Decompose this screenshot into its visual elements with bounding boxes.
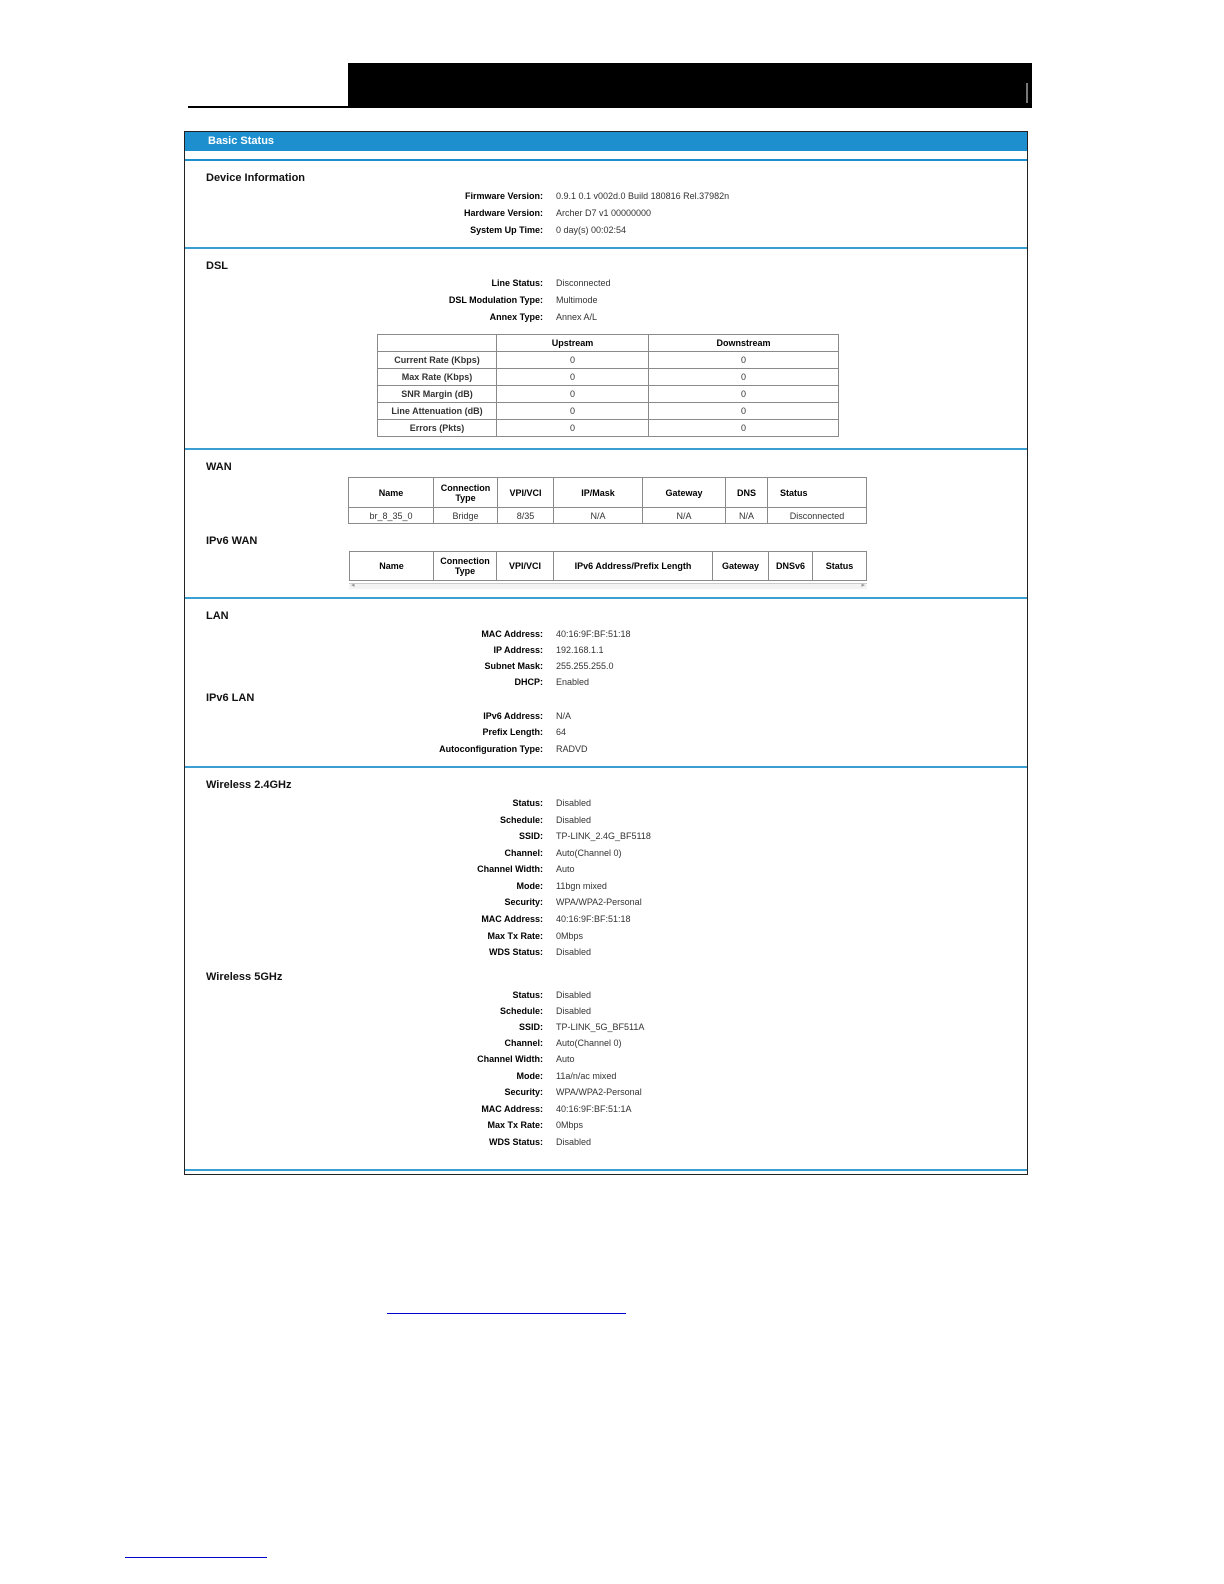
lan-value: 255.255.255.0 bbox=[556, 661, 614, 671]
wireless-value: WPA/WPA2-Personal bbox=[556, 1087, 642, 1097]
section-separator bbox=[185, 597, 1027, 599]
section-separator bbox=[185, 448, 1027, 450]
table-header bbox=[378, 335, 497, 352]
table-header: Gateway bbox=[713, 552, 769, 581]
table-cell: Max Rate (Kbps) bbox=[378, 369, 497, 386]
wireless-label: Schedule: bbox=[499, 1006, 543, 1016]
table-header: Status bbox=[768, 478, 867, 508]
table-cell: Disconnected bbox=[768, 508, 867, 524]
dsl-rate-table bbox=[377, 334, 839, 437]
wireless-label: SSID: bbox=[518, 831, 543, 841]
section-title-wan: WAN bbox=[206, 461, 232, 473]
table-row bbox=[378, 386, 839, 403]
info-label: Firmware Version: bbox=[464, 191, 543, 201]
section-title-ipv6-wan: IPv6 WAN bbox=[206, 535, 258, 547]
wireless-value: 0Mbps bbox=[556, 931, 584, 941]
lan-label: MAC Address: bbox=[481, 629, 543, 639]
table-header: VPI/VCI bbox=[497, 552, 554, 581]
wireless-5-row bbox=[185, 1003, 1029, 1019]
section-title-wireless-5: Wireless 5GHz bbox=[206, 971, 283, 983]
section-title-dsl: DSL bbox=[206, 260, 228, 272]
wireless-value: Auto bbox=[556, 1054, 575, 1064]
section-separator bbox=[185, 247, 1027, 249]
wireless-label: Mode: bbox=[516, 881, 543, 891]
dsl-row bbox=[185, 292, 1029, 308]
table-cell: 0 bbox=[497, 386, 649, 403]
wireless-5-row bbox=[185, 1051, 1029, 1067]
table-row bbox=[378, 403, 839, 420]
info-value: 0.9.1 0.1 v002d.0 Build 180816 Rel.37982n bbox=[556, 191, 730, 201]
section-title-lan: LAN bbox=[206, 610, 229, 622]
header-bar-notch bbox=[1026, 83, 1028, 103]
wireless-5-row bbox=[185, 1035, 1029, 1051]
dsl-label: DSL Modulation Type: bbox=[448, 295, 543, 305]
table-header: IP/Mask bbox=[554, 478, 643, 508]
wireless-label: Max Tx Rate: bbox=[487, 931, 543, 941]
lan-row bbox=[185, 658, 1029, 674]
table-cell: 0 bbox=[649, 420, 839, 437]
lan-label: Subnet Mask: bbox=[484, 661, 543, 671]
wireless-label: Channel: bbox=[504, 1038, 543, 1048]
wireless-24-row bbox=[185, 911, 1029, 927]
table-cell: br_8_35_0 bbox=[349, 508, 434, 524]
table-cell: 0 bbox=[649, 369, 839, 386]
wireless-value: 40:16:9F:BF:51:1A bbox=[556, 1104, 632, 1114]
wireless-value: 11bgn mixed bbox=[556, 881, 607, 891]
section-title-device-info: Device Information bbox=[206, 172, 306, 184]
table-cell: 0 bbox=[649, 403, 839, 420]
info-row bbox=[185, 188, 1029, 204]
table-cell: Current Rate (Kbps) bbox=[378, 352, 497, 369]
table-cell: 0 bbox=[649, 352, 839, 369]
dsl-row bbox=[185, 309, 1029, 325]
section-separator bbox=[185, 766, 1027, 768]
table-row[interactable] bbox=[349, 508, 867, 524]
lan-row bbox=[185, 642, 1029, 658]
wireless-value: Auto bbox=[556, 864, 575, 874]
table-cell: N/A bbox=[554, 508, 643, 524]
wireless-24-row bbox=[185, 795, 1029, 811]
wireless-label: MAC Address: bbox=[481, 1104, 543, 1114]
table-cell: 0 bbox=[649, 386, 839, 403]
table-header: IPv6 Address/Prefix Length bbox=[554, 552, 713, 581]
section-title-wireless-24: Wireless 2.4GHz bbox=[206, 779, 292, 791]
wireless-5-row bbox=[185, 1019, 1029, 1035]
dsl-value: Multimode bbox=[556, 295, 598, 305]
info-row bbox=[185, 205, 1029, 221]
wireless-24-row bbox=[185, 812, 1029, 828]
wireless-value: 0Mbps bbox=[556, 1120, 584, 1130]
wireless-5-row bbox=[185, 1117, 1029, 1133]
table-row bbox=[378, 352, 839, 369]
wireless-label: Schedule: bbox=[499, 815, 543, 825]
info-label: System Up Time: bbox=[470, 225, 543, 235]
dsl-value: Disconnected bbox=[556, 278, 611, 288]
wireless-5-row bbox=[185, 1101, 1029, 1117]
wireless-value: Auto(Channel 0) bbox=[556, 848, 622, 858]
wireless-value: Disabled bbox=[556, 798, 592, 808]
ipv6-lan-value: RADVD bbox=[556, 744, 588, 754]
wireless-24-row bbox=[185, 928, 1029, 944]
lan-value: Enabled bbox=[556, 677, 590, 687]
info-value: Archer D7 v1 00000000 bbox=[556, 208, 652, 218]
dsl-label: Line Status: bbox=[491, 278, 543, 288]
ipv6-lan-value: 64 bbox=[556, 727, 567, 737]
header-rule bbox=[188, 106, 348, 108]
table-header: VPI/VCI bbox=[498, 478, 554, 508]
wireless-value: Disabled bbox=[556, 815, 592, 825]
ipv6-lan-label: Autoconfiguration Type: bbox=[439, 744, 543, 754]
ipv6-wan-table bbox=[349, 551, 867, 581]
wireless-5-row bbox=[185, 1134, 1029, 1150]
lan-label: IP Address: bbox=[493, 645, 543, 655]
table-header: Connection Type bbox=[434, 552, 497, 581]
wireless-label: Channel: bbox=[504, 848, 543, 858]
table-cell: 0 bbox=[497, 352, 649, 369]
table-header: Gateway bbox=[643, 478, 726, 508]
ipv6-lan-label: Prefix Length: bbox=[482, 727, 543, 737]
wireless-label: MAC Address: bbox=[481, 914, 543, 924]
dsl-label: Annex Type: bbox=[489, 312, 543, 322]
wireless-24-row bbox=[185, 861, 1029, 877]
wireless-value: Disabled bbox=[556, 990, 592, 1000]
section-title-ipv6-lan: IPv6 LAN bbox=[206, 692, 255, 704]
lan-value: 40:16:9F:BF:51:18 bbox=[556, 629, 631, 639]
page-title: Basic Status bbox=[185, 132, 1027, 151]
table-cell: 0 bbox=[497, 403, 649, 420]
wireless-5-row bbox=[185, 987, 1029, 1003]
table-header: Upstream bbox=[497, 335, 649, 352]
table-cell: SNR Margin (dB) bbox=[378, 386, 497, 403]
table-cell: 8/35 bbox=[498, 508, 554, 524]
table-cell: N/A bbox=[726, 508, 768, 524]
lan-row bbox=[185, 626, 1029, 642]
link-underline[interactable] bbox=[387, 1313, 626, 1314]
ipv6-lan-row bbox=[185, 741, 1029, 757]
wireless-value: Disabled bbox=[556, 947, 592, 957]
info-row bbox=[185, 222, 1029, 238]
dsl-value: Annex A/L bbox=[556, 312, 598, 322]
wireless-label: SSID: bbox=[518, 1022, 543, 1032]
wireless-5-row bbox=[185, 1084, 1029, 1100]
wireless-label: Security: bbox=[504, 1087, 543, 1097]
wireless-label: Security: bbox=[504, 897, 543, 907]
footer-link-underline[interactable] bbox=[125, 1557, 267, 1558]
wireless-24-row bbox=[185, 828, 1029, 844]
wireless-value: TP-LINK_2.4G_BF5118 bbox=[556, 831, 651, 841]
table-cell: Bridge bbox=[434, 508, 498, 524]
wireless-label: Channel Width: bbox=[477, 864, 543, 874]
wireless-label: Status: bbox=[512, 798, 543, 808]
wireless-value: TP-LINK_5G_BF511A bbox=[556, 1022, 645, 1032]
status-page-frame bbox=[184, 131, 1028, 1175]
wireless-label: Mode: bbox=[516, 1071, 543, 1081]
wireless-value: WPA/WPA2-Personal bbox=[556, 897, 642, 907]
wireless-24-row bbox=[185, 894, 1029, 910]
horizontal-scrollbar[interactable] bbox=[349, 583, 867, 589]
table-header: Downstream bbox=[649, 335, 839, 352]
table-cell: Line Attenuation (dB) bbox=[378, 403, 497, 420]
table-header: Name bbox=[349, 478, 434, 508]
wireless-label: WDS Status: bbox=[489, 1137, 543, 1147]
wireless-label: Status: bbox=[512, 990, 543, 1000]
lan-row bbox=[185, 674, 1029, 690]
wireless-24-row bbox=[185, 878, 1029, 894]
dsl-row bbox=[185, 275, 1029, 291]
wireless-value: Disabled bbox=[556, 1006, 592, 1016]
ipv6-lan-row bbox=[185, 708, 1029, 724]
table-header: DNS bbox=[726, 478, 768, 508]
wan-table bbox=[348, 477, 867, 524]
wireless-label: WDS Status: bbox=[489, 947, 543, 957]
wireless-label: Channel Width: bbox=[477, 1054, 543, 1064]
table-cell: Errors (Pkts) bbox=[378, 420, 497, 437]
lan-value: 192.168.1.1 bbox=[556, 645, 604, 655]
table-row bbox=[378, 369, 839, 386]
table-row bbox=[378, 420, 839, 437]
wireless-value: 11a/n/ac mixed bbox=[556, 1071, 617, 1081]
wireless-24-row bbox=[185, 944, 1029, 960]
ipv6-lan-row bbox=[185, 724, 1029, 740]
table-header: Connection Type bbox=[434, 478, 498, 508]
wireless-value: Auto(Channel 0) bbox=[556, 1038, 622, 1048]
table-header: Status bbox=[813, 552, 867, 581]
ipv6-lan-label: IPv6 Address: bbox=[483, 711, 543, 721]
info-value: 0 day(s) 00:02:54 bbox=[556, 225, 627, 235]
title-underline bbox=[185, 159, 1027, 161]
header-bar bbox=[348, 63, 1032, 108]
ipv6-lan-value: N/A bbox=[556, 711, 572, 721]
wireless-24-row bbox=[185, 845, 1029, 861]
table-header: Name bbox=[350, 552, 434, 581]
scroll-right-icon[interactable]: ▸ bbox=[861, 582, 865, 589]
lan-label: DHCP: bbox=[514, 677, 543, 687]
table-cell: 0 bbox=[497, 420, 649, 437]
wireless-value: Disabled bbox=[556, 1137, 592, 1147]
wireless-label: Max Tx Rate: bbox=[487, 1120, 543, 1130]
wireless-5-row bbox=[185, 1068, 1029, 1084]
table-cell: 0 bbox=[497, 369, 649, 386]
table-header: DNSv6 bbox=[769, 552, 813, 581]
scroll-left-icon[interactable]: ◂ bbox=[351, 582, 355, 589]
info-label: Hardware Version: bbox=[463, 208, 543, 218]
wireless-value: 40:16:9F:BF:51:18 bbox=[556, 914, 631, 924]
section-separator bbox=[185, 1169, 1027, 1171]
table-cell: N/A bbox=[643, 508, 726, 524]
